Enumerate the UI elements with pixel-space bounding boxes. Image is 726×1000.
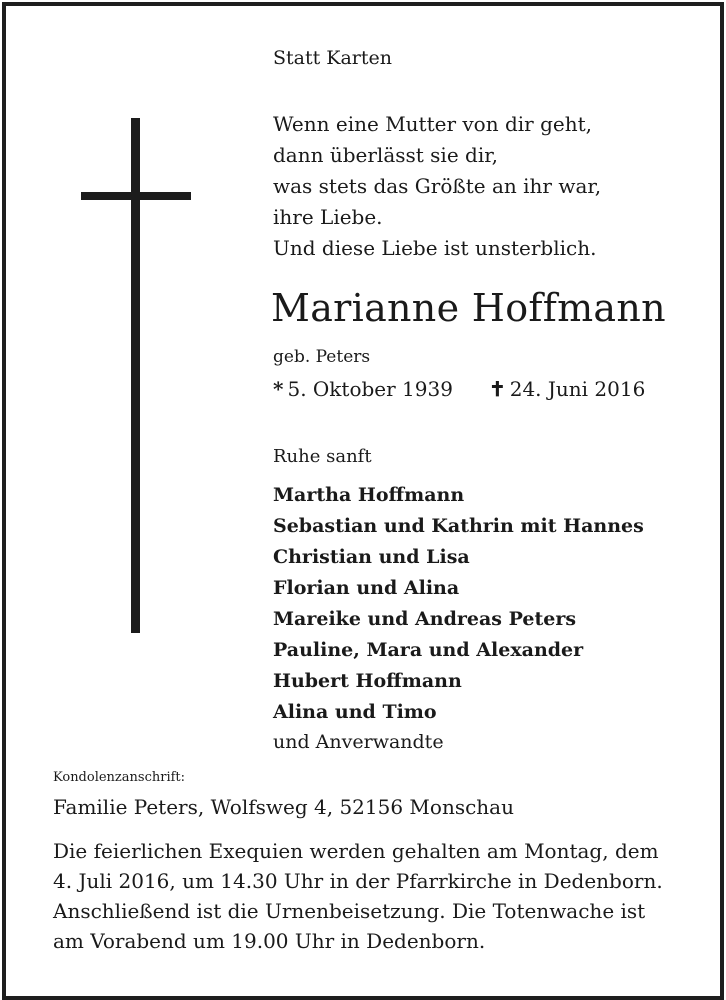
poem: [273, 109, 601, 264]
notice-line: 4. Juli 2016, um 14.30 Uhr in der Pfarrkirche in Dedenborn.: [53, 869, 663, 893]
poem-line: ihre Liebe.: [273, 205, 383, 229]
poem-line: was stets das Größte an ihr war,: [273, 174, 602, 198]
deceased-name: Marianne Hoffmann: [271, 286, 666, 330]
condolence-address: Familie Peters, Wolfsweg 4, 52156 Monschau: [53, 795, 514, 819]
condolence-label: Kondolenzanschrift:: [53, 770, 186, 785]
mourner-item: Alina und Timo: [273, 701, 437, 723]
notice-line: Anschließend ist die Urnenbeisetzung. Die Totenwache ist: [53, 899, 646, 923]
mourner-item: Pauline, Mara und Alexander: [273, 639, 584, 661]
mourner-item: Mareike und Andreas Peters: [273, 608, 577, 630]
poem-line: dann überlässt sie dir,: [273, 143, 498, 167]
mourner-item: Christian und Lisa: [273, 546, 470, 568]
notice-line: am Vorabend um 19.00 Uhr in Dedenborn.: [53, 929, 486, 953]
funeral-notice: [53, 836, 663, 956]
life-dates: [273, 377, 645, 401]
statt-karten-heading: Statt Karten: [273, 47, 393, 69]
death-date: 24. Juni 2016: [509, 377, 646, 401]
mourner-item: Sebastian und Kathrin mit Hannes: [273, 515, 644, 537]
birth-star-icon: *: [273, 377, 284, 401]
poem-line: Wenn eine Mutter von dir geht,: [273, 112, 592, 136]
death-cross-icon: ✝: [488, 377, 506, 401]
birth-name: geb. Peters: [273, 347, 371, 367]
mourner-item: Florian und Alina: [273, 577, 460, 599]
notice-line: Die feierlichen Exequien werden gehalten am Montag, dem: [53, 839, 659, 863]
relatives-text: und Anverwandte: [273, 731, 444, 753]
mourner-item: Martha Hoffmann: [273, 484, 465, 506]
mourners-list: [273, 480, 644, 728]
cross-horizontal-bar: [81, 192, 191, 200]
birth-date: 5. Oktober 1939: [287, 377, 453, 401]
poem-line: Und diese Liebe ist unsterblich.: [273, 236, 597, 260]
farewell-text: Ruhe sanft: [273, 446, 372, 467]
mourner-item: Hubert Hoffmann: [273, 670, 462, 692]
